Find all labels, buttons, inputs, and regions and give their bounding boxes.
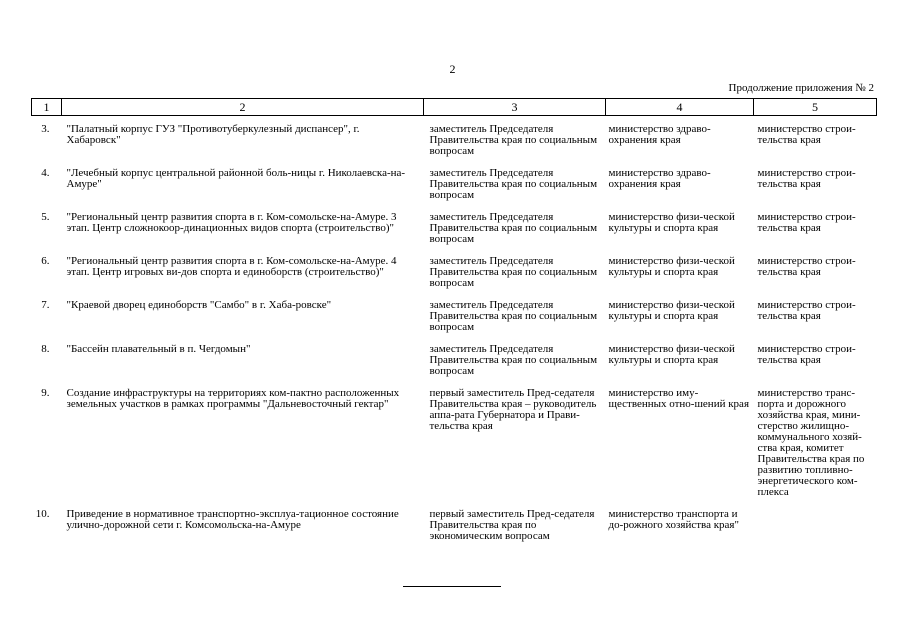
end-of-document-line [403,586,501,587]
responsible-official: заместитель Председателя Правительства края по социальным вопросам [429,299,598,333]
object-name: Создание инфраструктуры на территориях ком-пактно расположенных земельных участков в рамках программы "Дальневосточный гектар" [66,387,400,410]
table-row [32,168,877,212]
column-header-5: 5 [754,99,877,116]
responsible-ministry: министерство физи-ческой культуры и спорта края [608,343,735,366]
page-number: 2 [449,62,456,76]
co-executor: министерство строи-тельства края [757,255,856,278]
co-executor: министерство строи-тельства края [757,167,856,190]
row-number: 9. [41,387,50,399]
table-body [32,116,877,554]
object-name: Приведение в нормативное транспортно-эксплуа-тационное состояние улично-дорожной сети г. Комсомольска-на-Амуре [66,508,399,531]
table-row [32,509,877,553]
column-header-4: 4 [606,99,754,116]
co-executor: министерство строи-тельства края [757,299,856,322]
co-executor: министерство строи-тельства края [757,123,856,146]
appendix-table [31,98,877,553]
responsible-official: заместитель Председателя Правительства края по социальным вопросам [429,255,598,289]
responsible-official: заместитель Председателя Правительства края по социальным вопросам [429,123,598,157]
table-row [32,388,877,509]
object-name: "Палатный корпус ГУЗ "Противотуберкулезный диспансер", г. Хабаровск" [66,123,360,146]
object-name: "Бассейн плавательный в п. Чегдомын" [66,343,251,355]
co-executor: министерство транс-порта и дорожного хозяйства края, мини-стерство жилищно-коммунального хозяй-ства края, комитет Правительства края по развитию топливно-энергетического ком-плекса [757,387,865,498]
co-executor: министерство строи-тельства края [757,211,856,234]
row-number: 5. [41,211,50,223]
row-number: 8. [41,343,50,355]
table-row [32,344,877,388]
responsible-ministry: министерство здраво-охранения края [608,167,711,190]
row-number: 10. [35,508,50,520]
responsible-official: заместитель Председателя Правительства края по социальным вопросам [429,211,598,245]
object-name: "Лечебный корпус центральной районной боль-ницы г. Николаевска-на-Амуре" [66,167,406,190]
co-executor: министерство строи-тельства края [757,343,856,366]
responsible-official: первый заместитель Пред-седателя Правительства края – руководитель аппа-рата Губернатора и Прави-тельства края [429,387,597,432]
responsible-ministry: министерство здраво-охранения края [608,123,711,146]
responsible-ministry: министерство физи-ческой культуры и спорта края [608,299,735,322]
table-row [32,212,877,256]
table-row [32,256,877,300]
responsible-ministry: министерство физи-ческой культуры и спорта края [608,255,735,278]
table-row [32,300,877,344]
header-row [32,99,877,116]
row-number: 7. [41,299,50,311]
responsible-ministry: министерство иму-щественных отно-шений края [608,387,750,410]
table-header [32,99,877,116]
column-header-2: 2 [62,99,424,116]
responsible-official: первый заместитель Пред-седателя Правительства края по экономическим вопросам [429,508,595,542]
appendix-continuation-label: Продолжение приложения № 2 [728,82,874,94]
column-header-3: 3 [424,99,606,116]
column-header-1: 1 [32,99,62,116]
co-executor [754,509,877,553]
object-name: "Краевой дворец единоборств "Самбо" в г. Хаба-ровске" [66,299,332,311]
row-number: 4. [41,167,50,179]
row-number: 6. [41,255,50,267]
responsible-ministry: министерство физи-ческой культуры и спорта края [608,211,735,234]
object-name: "Региональный центр развития спорта в г. Ком-сомольске-на-Амуре. 3 этап. Центр сложнокоор-динационных видов спорта (строительство)" [66,211,397,234]
row-number: 3. [41,123,50,135]
object-name: "Региональный центр развития спорта в г. Ком-сомольске-на-Амуре. 4 этап. Центр игровых ви-дов спорта и единоборств (строительство)" [66,255,397,278]
responsible-official: заместитель Председателя Правительства края по социальным вопросам [429,167,598,201]
table-row [32,116,877,169]
responsible-official: заместитель Председателя Правительства края по социальным вопросам [429,343,598,377]
responsible-ministry: министерство транспорта и до-рожного хозяйства края" [608,508,739,531]
